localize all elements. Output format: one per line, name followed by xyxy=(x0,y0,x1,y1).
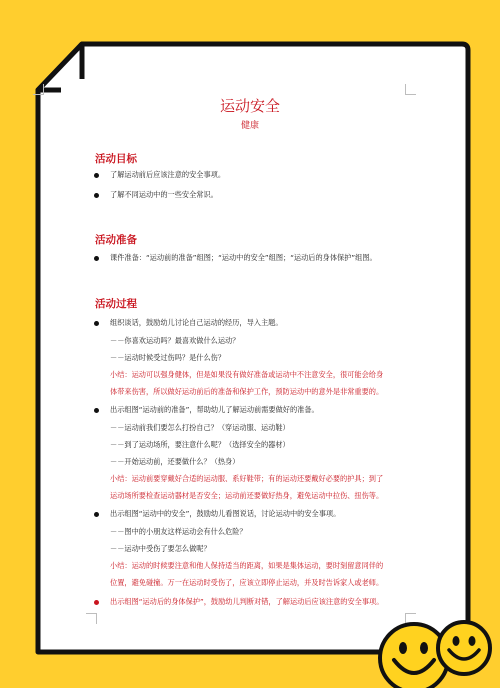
bullet xyxy=(94,193,99,198)
summary-line: 小结：运动可以强身健体，但是如果没有做好准备或运动中不注意安全，很可能会给身 xyxy=(110,370,384,379)
smiley-faces-icon xyxy=(372,600,500,688)
section-heading-goals: 活动目标 xyxy=(95,153,137,165)
bullet xyxy=(94,256,99,261)
summary-line: 运动场所要检查运动器材是否安全；运动前还要做好热身，避免运动中拉伤、扭伤等。 xyxy=(110,491,384,500)
process-line: －－运动中受伤了要怎么做呢？ xyxy=(110,544,211,553)
bullet xyxy=(94,512,99,517)
process-line: 出示组图“运动前的准备”，帮助幼儿了解运动前需要做好的准备。 xyxy=(110,405,319,414)
process-line: －－图中的小朋友这样运动会有什么危险？ xyxy=(110,527,247,536)
bullet xyxy=(94,408,99,413)
process-line: －－到了运动场所，要注意什么呢？（选择安全的器材） xyxy=(110,440,290,449)
document-subtitle: 健康 xyxy=(240,121,259,131)
prep-item: 课件准备：“运动前的准备”组图；“运动中的安全”组图；“运动后的身体保护”组图。 xyxy=(110,253,377,262)
bullet xyxy=(94,173,99,178)
process-line: 组织谈话，鼓励幼儿讨论自己运动的经历，导入主题。 xyxy=(110,318,283,327)
goal-item: 了解运动前后应该注意的安全事项。 xyxy=(110,170,226,179)
summary-line: 体带来伤害，所以做好运动前后的准备和保护工作，预防运动中的意外是非常重要的。 xyxy=(110,387,384,396)
summary-line: 小结：运动的时候要注意和他人保持适当的距离，如果是集体运动，要时刻留意同伴的 xyxy=(110,561,384,570)
document-title: 运动安全 xyxy=(219,97,280,115)
process-line: 出示组图“运动中的安全”，鼓励幼儿看图说话，讨论运动中的安全事项。 xyxy=(110,509,341,518)
bullet xyxy=(94,600,99,605)
crop-mark xyxy=(86,613,97,624)
process-line: 出示组图“运动后的身体保护”，鼓励幼儿判断对错，了解运动后应该注意的安全事项。 xyxy=(110,597,384,606)
process-line: －－运动前我们要怎么打扮自己？（穿运动服、运动鞋） xyxy=(110,423,290,432)
process-line: －－你喜欢运动吗？最喜欢做什么运动？ xyxy=(110,336,240,345)
goal-item: 了解不同运动中的一些安全常识。 xyxy=(110,190,218,199)
summary-line: 位置，避免碰撞。万一在运动时受伤了，应该立即停止运动，并及时告诉家人或老师。 xyxy=(110,578,384,587)
smiley-face-icon xyxy=(438,622,490,674)
section-heading-prep: 活动准备 xyxy=(95,234,137,246)
crop-mark xyxy=(33,84,44,95)
summary-line: 小结：运动前要穿戴好合适的运动服、系好鞋带；有的运动还要戴好必要的护具；到了 xyxy=(110,474,384,483)
process-line: －－开始运动前，还要做什么？（热身） xyxy=(110,457,240,466)
process-line: －－运动时候受过伤吗？是什么伤？ xyxy=(110,353,226,362)
crop-mark xyxy=(405,84,416,95)
bullet xyxy=(94,321,99,326)
section-heading-process: 活动过程 xyxy=(95,298,137,310)
